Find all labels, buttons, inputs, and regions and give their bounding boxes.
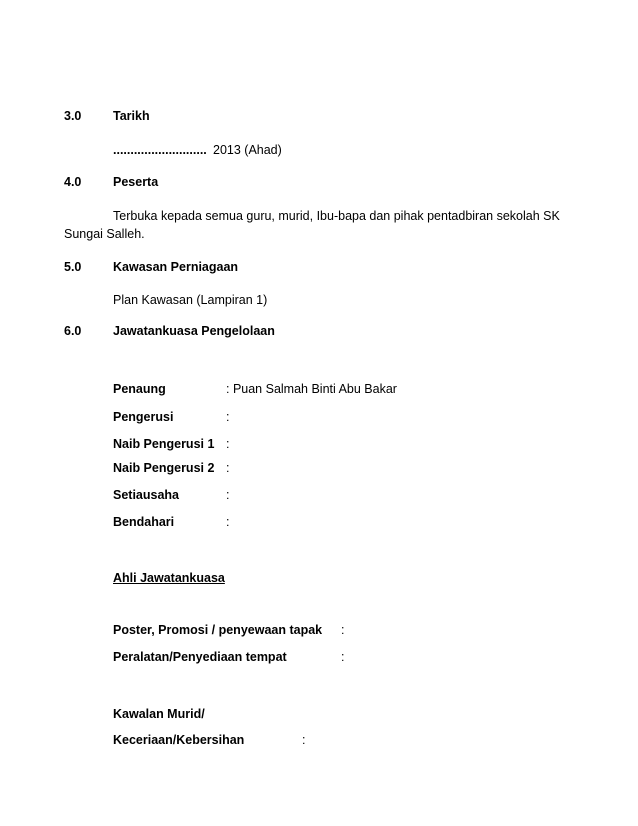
committee-value: : [226,461,230,475]
date-text: 2013 (Ahad) [213,143,282,157]
section-title-peserta: Peserta [113,175,159,189]
ajk-heading: Ahli Jawatankuasa [113,571,225,585]
ajk-value: : [341,623,345,637]
section-number: 4.0 [64,175,82,189]
section-number: 3.0 [64,109,82,123]
committee-role: Naib Pengerusi 2 [113,461,215,475]
committee-value: : [226,488,230,502]
ajk-value: : [341,650,345,664]
section-title-jawatankuasa: Jawatankuasa Pengelolaan [113,324,275,338]
date-dots: ........................... [113,143,207,157]
committee-value: : [226,437,230,451]
ajk-role: Poster, Promosi / penyewaan tapak [113,623,323,637]
kawasan-text: Plan Kawasan (Lampiran 1) [113,293,268,307]
section-title-kawasan: Kawasan Perniagaan [113,260,239,274]
section-number: 6.0 [64,324,82,338]
committee-value: : Puan Salmah Binti Abu Bakar [226,382,397,396]
committee-role: Bendahari [113,515,175,529]
committee-role: Naib Pengerusi 1 [113,437,215,451]
committee-value: : [226,515,230,529]
committee-role: Penaung [113,382,166,396]
committee-role: Setiausaha [113,488,180,502]
section-number: 5.0 [64,260,82,274]
ajk-role: Keceriaan/Kebersihan [113,733,245,747]
ajk-role: Kawalan Murid/ [113,707,205,721]
ajk-role: Peralatan/Penyediaan tempat [113,650,287,664]
peserta-text-line2: Sungai Salleh. [64,227,145,241]
section-title-tarikh: Tarikh [113,109,150,123]
peserta-text-line1: Terbuka kepada semua guru, murid, Ibu-bapa dan pihak pentadbiran sekolah SK [113,209,560,223]
ajk-value: : [302,733,306,747]
committee-role: Pengerusi [113,410,174,424]
committee-value: : [226,410,230,424]
